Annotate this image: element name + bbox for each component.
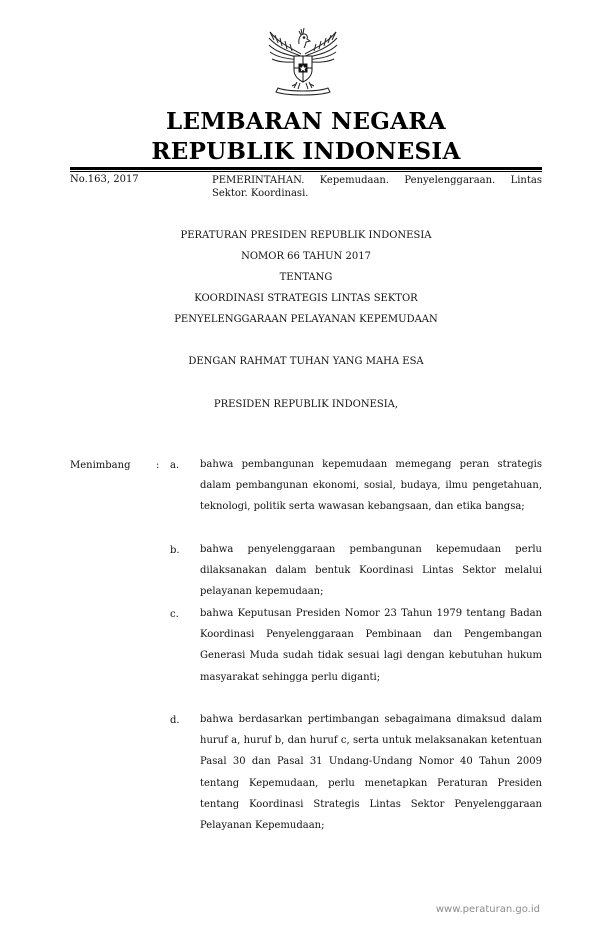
regulation-about: TENTANG — [279, 272, 333, 283]
footer-website-url: www.peraturan.go.id — [435, 904, 540, 915]
issuer-line: PRESIDEN REPUBLIK INDONESIA, — [213, 399, 399, 410]
consideration-letter-b: b. — [170, 545, 180, 556]
blessing-line: DENGAN RAHMAT TUHAN YANG MAHA ESA — [188, 356, 424, 367]
consideration-text-b: bahwa penyelenggaraan pembangunan kepemudaan perlu dilaksanakan dalam bentuk Koordinasi Lintas Sektor melalui pelayanan kepemudaan; — [200, 544, 542, 598]
regulation-number: NOMOR 66 TAHUN 2017 — [241, 251, 371, 262]
gazette-subjects: PEMERINTAHAN. Kepemudaan. Penyelenggaraan. Lintas Sektor. Koordinasi. — [212, 175, 542, 199]
regulation-title-line1: PERATURAN PRESIDEN REPUBLIK INDONESIA — [180, 230, 432, 241]
consideration-text-a: bahwa pembangunan kepemudaan memegang peran strategis dalam pembangunan ekonomi, sosial, budaya, ilmu pengetahuan, teknologi, politik serta wawasan kebangsaan, dan etika bangsa; — [200, 459, 542, 513]
header-divider-thick — [70, 167, 542, 170]
consideration-letter-d: d. — [170, 715, 180, 726]
masthead-title-line1: LEMBARAN NEGARA — [166, 108, 446, 135]
consideration-text-d: bahwa berdasarkan pertimbangan sebagaimana dimaksud dalam huruf a, huruf b, dan huruf c, serta untuk melaksanakan ketentuan Pasal 30 dan Pasal 31 Undang-Undang Nomor 40 Tahun 2009 tentang Kepemudaan, perlu menetapkan Peraturan Presiden tentang Koordinasi Strategis Lintas Sektor Penyelenggaraan Pelayanan Kepemudaan; — [200, 714, 542, 832]
garuda-emblem-icon — [266, 26, 340, 96]
consideration-text-c: bahwa Keputusan Presiden Nomor 23 Tahun 1979 tentang Badan Koordinasi Penyelenggaraan Pembinaan dan Pengembangan Generasi Muda sudah tidak sesuai lagi dengan kebutuhan hukum masyarakat sehingga perlu diganti; — [200, 608, 542, 683]
regulation-subject-line2: PENYELENGGARAAN PELAYANAN KEPEMUDAAN — [174, 314, 438, 325]
consideration-letter-c: c. — [170, 609, 179, 620]
consideration-letter-a: a. — [170, 460, 180, 471]
regulation-subject-line1: KOORDINASI STRATEGIS LINTAS SEKTOR — [194, 293, 418, 304]
masthead-title-line2: REPUBLIK INDONESIA — [151, 138, 461, 165]
header-divider-thin — [70, 171, 542, 172]
considering-label: Menimbang — [70, 460, 131, 471]
gazette-number: No.163, 2017 — [70, 174, 139, 185]
considering-colon: : — [156, 460, 160, 471]
